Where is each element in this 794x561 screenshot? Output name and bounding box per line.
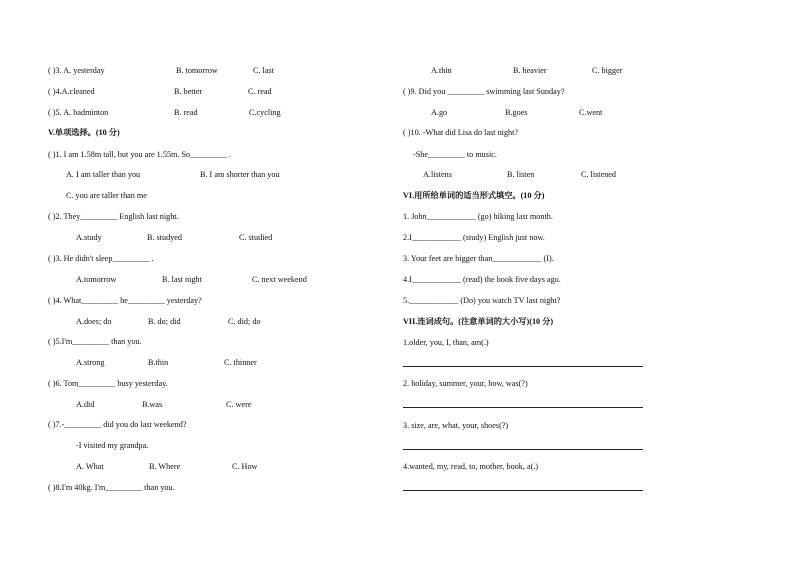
- option-c: C. listened: [581, 170, 617, 179]
- answer-line: [403, 490, 643, 491]
- option-a: A.did: [76, 400, 95, 409]
- option-b: B.thin: [148, 358, 169, 367]
- question-text: ( )4.A.cleaned: [48, 87, 95, 96]
- section-v-heading: V.单项选择。(10 分): [48, 128, 120, 137]
- question-v-8-options: [431, 66, 623, 76]
- question-v-9: ( )9. Did you _________ swimming last Sunday?: [403, 87, 565, 96]
- question-iv-3: [48, 66, 274, 76]
- question-vi-2: 2.I____________ (study) English just now.: [403, 233, 545, 242]
- question-v-1-option-c: C. you are taller than me: [66, 191, 147, 200]
- question-vii-4: 4.wanted, my, read, to, mother, book, a(.): [403, 462, 539, 471]
- question-v-10-answer: -She_________ to music.: [413, 150, 497, 159]
- question-vii-1: 1.older, you, I, than, am(.): [403, 338, 489, 347]
- option-c: C. next weekend: [252, 275, 307, 284]
- question-v-8: ( )8.I'm 40kg. I'm_________ than you.: [48, 483, 175, 492]
- option-b: B. listen: [507, 170, 535, 179]
- option-c: C. studied: [239, 233, 273, 242]
- question-vi-3: 3. Your feet are bigger than____________ (I).: [403, 254, 554, 263]
- question-v-4-options: [76, 317, 261, 327]
- option-b: B. heavier: [513, 66, 547, 75]
- option-c: C.went: [579, 108, 603, 117]
- section-vii-heading: VII.连词成句。(注意单词的大小写)(10 分): [403, 317, 554, 326]
- question-vi-5: 5.____________ (Do) you watch TV last night?: [403, 296, 561, 305]
- option-a: A.thin: [431, 66, 452, 75]
- question-iv-5: [48, 108, 281, 118]
- option-b: B. do; did: [148, 317, 181, 326]
- option-b: B. Where: [149, 462, 181, 471]
- question-v-6-options: [76, 400, 252, 410]
- question-v-7-options: [76, 462, 258, 472]
- section-vi-heading: VI.用所给单词的适当形式填空。(10 分): [403, 191, 545, 200]
- question-v-1-options: [66, 170, 280, 180]
- option-c: C.cycling: [249, 108, 281, 117]
- option-c: C. bigger: [592, 66, 623, 75]
- answer-line: [403, 366, 643, 367]
- option-b: B.goes: [505, 108, 528, 117]
- question-v-6: ( )6. Tom_________ busy yesterday.: [48, 379, 168, 388]
- question-vi-4: 4.I____________ (read) the book five days ago.: [403, 275, 561, 284]
- question-v-7: ( )7.-_________ did you do last weekend?: [48, 420, 187, 429]
- option-b: B. tomorrow: [176, 66, 218, 75]
- question-v-10: ( )10. -What did Lisa do last night?: [403, 128, 519, 137]
- option-a: A. I am taller than you: [66, 170, 141, 179]
- question-v-4: ( )4. What_________ he_________ yesterday?: [48, 296, 202, 305]
- option-c: C. read: [248, 87, 272, 96]
- question-iv-4: [48, 87, 272, 97]
- question-v-5-options: [76, 358, 257, 368]
- option-c: C. did; do: [228, 317, 261, 326]
- option-b: B. I am shorter than you: [200, 170, 280, 179]
- option-b: B. read: [174, 108, 198, 117]
- option-a: A.strong: [76, 358, 105, 367]
- question-text: ( )3. A. yesterday: [48, 66, 105, 75]
- answer-line: [403, 407, 643, 408]
- answer-line: [403, 449, 643, 450]
- question-v-2: ( )2. They_________ English last night.: [48, 212, 179, 221]
- option-b: B. last night: [162, 275, 202, 284]
- option-a: A.study: [76, 233, 102, 242]
- option-c: C. last: [253, 66, 274, 75]
- option-c: C. thinner: [224, 358, 257, 367]
- question-v-2-options: [76, 233, 273, 243]
- option-b: B.was: [142, 400, 163, 409]
- question-v-3-options: [76, 275, 307, 285]
- option-a: A.does; do: [76, 317, 112, 326]
- question-vii-3: 3. size, are, what, your, shoes(?): [403, 421, 509, 430]
- question-v-10-options: [423, 170, 617, 180]
- option-a: A.go: [431, 108, 448, 117]
- question-v-3: ( )3. He didn't sleep_________ .: [48, 254, 154, 263]
- question-text: ( )5. A. badminton: [48, 108, 109, 117]
- question-v-1: ( )1. I am 1.58m tall, but you are 1.55m. So_________ .: [48, 150, 232, 159]
- option-c: C. How: [232, 462, 258, 471]
- option-b: B. studyed: [147, 233, 183, 242]
- question-v-5: ( )5.I'm_________ than you.: [48, 337, 142, 346]
- question-v-9-options: [431, 108, 603, 118]
- option-a: A.listens: [423, 170, 452, 179]
- question-vi-1: 1. John____________ (go) hiking last month.: [403, 212, 553, 221]
- option-c: C. were: [226, 400, 252, 409]
- option-a: A.tomorrow: [76, 275, 117, 284]
- question-vii-2: 2. holiday, summer, your, how, was(?): [403, 379, 528, 388]
- option-b: B. better: [174, 87, 203, 96]
- option-a: A. What: [76, 462, 104, 471]
- question-v-7-answer: -I visited my grandpa.: [76, 441, 149, 450]
